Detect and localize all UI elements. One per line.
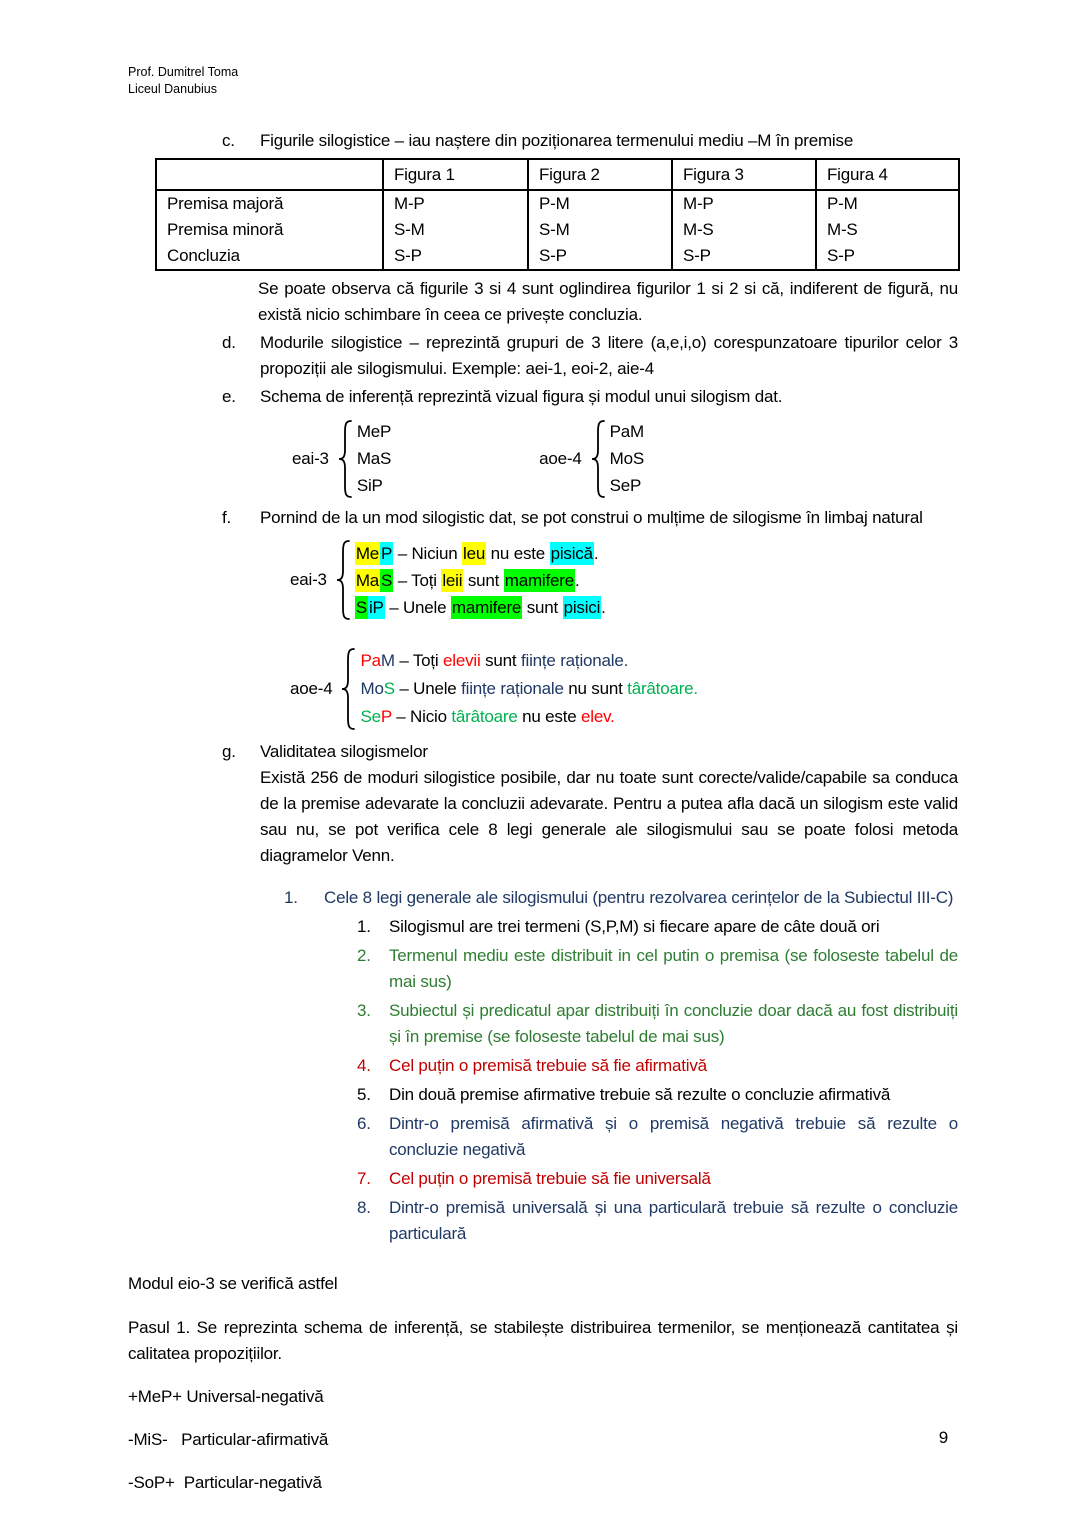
inference-schemas bbox=[292, 418, 958, 499]
left-brace-icon bbox=[336, 539, 350, 621]
table-row bbox=[156, 190, 959, 217]
schema-line: SiP bbox=[356, 476, 383, 495]
schema-eai3 bbox=[292, 418, 391, 499]
law-text: Dintr-o premisă universală și una particulară trebuie să rezulte o concluzie particulară bbox=[389, 1198, 958, 1243]
item-g-title: Validitatea silogismelor bbox=[260, 742, 428, 761]
header-school: Liceul Danubius bbox=[128, 82, 217, 96]
law-item-8 bbox=[357, 1195, 958, 1247]
schema-line: SeP bbox=[609, 476, 642, 495]
law-marker: 5. bbox=[357, 1085, 371, 1104]
schema-eai3-lines bbox=[357, 418, 391, 499]
page-number: 9 bbox=[938, 1428, 948, 1447]
table-cell: S-P bbox=[528, 243, 672, 270]
table-col-header: Figura 3 bbox=[672, 159, 816, 190]
law-item-5 bbox=[357, 1082, 958, 1108]
example-aoe4-lines bbox=[360, 647, 697, 731]
table-cell: S-P bbox=[383, 243, 528, 270]
law-text: Dintr-o premisă afirmativă și o premisă negativă trebuie să rezulte o concluzie negativă bbox=[389, 1114, 958, 1159]
header-author: Prof. Dumitrel Toma bbox=[128, 65, 239, 79]
table-cell: P-M bbox=[528, 190, 672, 217]
table-cell: S-P bbox=[672, 243, 816, 270]
table-cell: S-M bbox=[383, 217, 528, 243]
pasul-paragraph: Pasul 1. Se reprezinta schema de inferență, se stabilește distribuirea termenilor, se menționează cantitatea și calitatea propozițiilor. bbox=[128, 1318, 958, 1363]
law-marker: 1. bbox=[357, 917, 371, 936]
table-cell: M-P bbox=[672, 190, 816, 217]
item-g bbox=[222, 739, 958, 869]
item-f-text: Pornind de la un mod silogistic dat, se pot construi o mulțime de silogisme în limbaj natural bbox=[260, 508, 923, 527]
item-d bbox=[222, 330, 958, 382]
law-marker: 8. bbox=[357, 1198, 371, 1217]
left-brace-icon bbox=[338, 419, 352, 499]
example-eai3-label: eai-3 bbox=[290, 570, 327, 589]
table-row bbox=[156, 243, 959, 270]
law-text: Cel puțin o premisă trebuie să fie universală bbox=[389, 1169, 711, 1188]
schema-line: PaM bbox=[609, 422, 645, 441]
code-line-mis: -MiS- Particular-afirmativă bbox=[128, 1430, 329, 1449]
example-aoe4 bbox=[290, 647, 958, 731]
table-header-row bbox=[156, 159, 959, 190]
laws-heading-marker: 1. bbox=[284, 888, 298, 907]
item-c bbox=[222, 128, 958, 154]
table-cell: M-S bbox=[816, 217, 959, 243]
law-text: Subiectul și predicatul apar distribuiți în concluzie doar dacă au fost distribuiți și în premise (se foloseste tabelul de mai sus) bbox=[389, 1001, 958, 1046]
example-eai3-lines bbox=[355, 540, 606, 621]
law-marker: 4. bbox=[357, 1056, 371, 1075]
figures-table bbox=[155, 158, 960, 271]
item-e-text: Schema de inferență reprezintă vizual figura și modul unui silogism dat. bbox=[260, 387, 783, 406]
schema-line: MaS bbox=[356, 449, 392, 468]
item-e bbox=[222, 384, 958, 410]
law-text: Termenul mediu este distribuit in cel putin o premisa (se foloseste tabelul de mai sus) bbox=[389, 946, 958, 991]
table-row-label: Premisa majoră bbox=[156, 190, 383, 217]
schema-aoe4 bbox=[539, 418, 644, 499]
table-cell: M-P bbox=[383, 190, 528, 217]
law-marker: 2. bbox=[357, 946, 371, 965]
law-marker: 7. bbox=[357, 1169, 371, 1188]
item-d-marker: d. bbox=[222, 333, 236, 352]
item-f-marker: f. bbox=[222, 508, 232, 527]
item-e-marker: e. bbox=[222, 387, 236, 406]
schema-line: MeP bbox=[356, 422, 392, 441]
law-item-2 bbox=[357, 943, 958, 995]
example-line: MoS – Unele ființe raționale nu sunt târâtoare. bbox=[360, 679, 698, 698]
schema-aoe4-lines bbox=[610, 418, 644, 499]
example-eai3 bbox=[290, 539, 958, 621]
item-c-marker: c. bbox=[222, 131, 235, 150]
example-line: PaM – Toți elevii sunt ființe raționale. bbox=[360, 651, 629, 670]
example-line: S iP – Unele mamifere sunt pisici. bbox=[355, 597, 606, 617]
table-col-header: Figura 4 bbox=[816, 159, 959, 190]
law-item-6 bbox=[357, 1111, 958, 1163]
left-brace-icon bbox=[591, 419, 605, 499]
table-cell: S-M bbox=[528, 217, 672, 243]
table-corner-cell bbox=[156, 159, 383, 190]
law-item-7 bbox=[357, 1166, 958, 1192]
table-row-label: Premisa minoră bbox=[156, 217, 383, 243]
table-cell: S-P bbox=[816, 243, 959, 270]
example-line: Ma S – Toți leii sunt mamifere. bbox=[355, 570, 580, 590]
code-line-mep: +MeP+ Universal-negativă bbox=[128, 1387, 324, 1406]
schema-aoe4-label: aoe-4 bbox=[539, 448, 582, 468]
laws-list bbox=[357, 914, 958, 1247]
item-g-marker: g. bbox=[222, 742, 236, 761]
law-marker: 3. bbox=[357, 1001, 371, 1020]
page-content bbox=[128, 64, 958, 1496]
table-note: Se poate observa că figurile 3 si 4 sunt oglindirea figurilor 1 si 2 si că, indiferent de figură, nu există nicio schimbare în ceea ce privește concluzia. bbox=[258, 279, 958, 324]
example-line: Me P – Niciun leu nu este pisică. bbox=[355, 543, 599, 563]
law-marker: 6. bbox=[357, 1114, 371, 1133]
example-line: SeP – Nicio târâtoare nu este elev. bbox=[360, 707, 615, 726]
law-text: Cel puțin o premisă trebuie să fie afirmativă bbox=[389, 1056, 707, 1075]
item-c-text: Figurile silogistice – iau naștere din poziționarea termenului mediu –M în premise bbox=[260, 131, 854, 150]
table-cell: M-S bbox=[672, 217, 816, 243]
example-aoe4-label: aoe-4 bbox=[290, 679, 333, 698]
law-item-1 bbox=[357, 914, 958, 940]
item-f bbox=[222, 505, 958, 531]
laws-heading bbox=[284, 885, 958, 911]
law-item-4 bbox=[357, 1053, 958, 1079]
schema-line: MoS bbox=[609, 449, 645, 468]
modul-line: Modul eio-3 se verifică astfel bbox=[128, 1274, 338, 1293]
law-text: Din două premise afirmative trebuie să rezulte o concluzie afirmativă bbox=[389, 1085, 891, 1104]
table-col-header: Figura 1 bbox=[383, 159, 528, 190]
table-row bbox=[156, 217, 959, 243]
item-g-text: Există 256 de moduri silogistice posibile, dar nu toate sunt corecte/valide/capabile sa conduca de la premise adevarate la concluzii adevarate. Pentru a putea afla dacă un silogism este valid sau nu, se pot verifica cele 8 legi generale ale silogismului sau se poate folosi metoda diagramelor Venn. bbox=[260, 768, 958, 865]
schema-eai3-label: eai-3 bbox=[292, 448, 329, 468]
table-row-label: Concluzia bbox=[156, 243, 383, 270]
table-col-header: Figura 2 bbox=[528, 159, 672, 190]
law-item-3 bbox=[357, 998, 958, 1050]
item-g-body bbox=[260, 739, 958, 869]
item-d-text: Modurile silogistice – reprezintă grupuri de 3 litere (a,e,i,o) corespunzatoare tipurilor celor 3 propoziții ale silogismului. Exemple: aei-1, eoi-2, aie-4 bbox=[260, 333, 958, 378]
laws-heading-text: Cele 8 legi generale ale silogismului (pentru rezolvarea cerințelor de la Subiectul III-C) bbox=[324, 888, 954, 907]
code-line-sop: -SoP+ Particular-negativă bbox=[128, 1473, 322, 1492]
document-header bbox=[128, 64, 958, 98]
law-text: Silogismul are trei termeni (S,P,M) si fiecare apare de câte două ori bbox=[389, 917, 880, 936]
table-cell: P-M bbox=[816, 190, 959, 217]
left-brace-icon bbox=[341, 647, 355, 731]
